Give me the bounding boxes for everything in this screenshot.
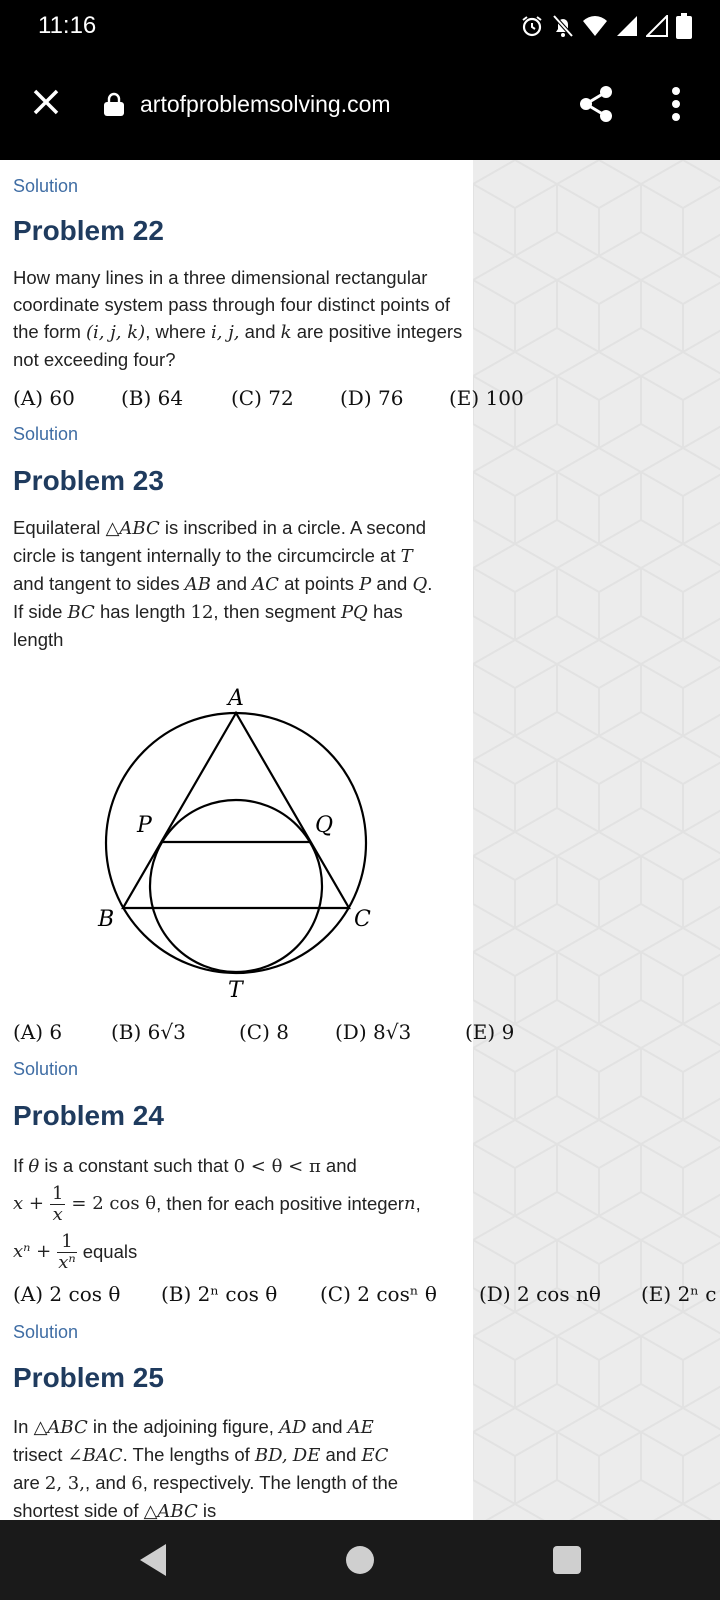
solution-link-24[interactable]: Solution: [13, 1322, 79, 1342]
choice-d: (D) 2 cos nθ: [479, 1282, 601, 1306]
url-bar[interactable]: [104, 86, 391, 122]
home-icon[interactable]: [346, 1546, 374, 1574]
choice-b: (B) 2ⁿ cos θ: [161, 1282, 278, 1306]
label-p: P: [137, 813, 152, 838]
lock-icon: [104, 92, 124, 116]
problem-25-title: Problem 25: [13, 1362, 164, 1393]
choice-b: (B) 6√3: [111, 1020, 186, 1044]
status-bar: [0, 0, 720, 52]
alarm-icon: [520, 14, 544, 38]
problem-23-text: Equilateral △ABC is inscribed in a circle. A second circle is tangent internally to the circumcircle at T and tangent to sides AB and AC at points P and Q. If side BC has length 12, then segment PQ has length: [13, 517, 433, 650]
more-vert-icon: [671, 87, 681, 121]
label-t: T: [228, 978, 243, 1000]
choice-c: (C) 8: [239, 1020, 289, 1044]
choice-e: (E) 2ⁿ c: [641, 1282, 717, 1306]
label-a: A: [228, 686, 244, 711]
hexagon-pattern: [473, 160, 720, 1520]
problem-23-title: Problem 23: [13, 465, 164, 496]
more-options-button[interactable]: [654, 82, 698, 126]
wifi-icon: [582, 15, 608, 37]
inner-circle: [150, 800, 322, 972]
recents-icon[interactable]: [553, 1546, 581, 1574]
solution-link-23[interactable]: Solution: [13, 1059, 79, 1079]
status-time: 11:16: [38, 12, 97, 39]
status-icons: [520, 12, 692, 40]
choice-b: (B) 64: [121, 386, 184, 410]
problem-23-figure: [90, 670, 390, 1000]
problem-22-title: Problem 22: [13, 215, 164, 246]
page-viewport[interactable]: [0, 160, 720, 1520]
label-q: Q: [315, 813, 334, 838]
problem-22-text: How many lines in a three dimensional rectangular coordinate system pass through four distinct points of the form (i, j, k), where i, j, and k are positive integers not exceeding four?: [13, 267, 463, 370]
article: [0, 160, 717, 1520]
url-text: artofproblemsolving.com: [140, 90, 391, 117]
battery-icon: [676, 13, 692, 39]
choice-a: (A) 60: [13, 386, 75, 410]
back-icon[interactable]: [136, 1542, 176, 1578]
choice-e: (E) 9: [465, 1020, 515, 1044]
bell-off-icon: [552, 14, 574, 38]
label-c: C: [354, 907, 371, 932]
choice-a: (A) 6: [13, 1020, 63, 1044]
signal-icon: [646, 15, 668, 37]
close-icon: [32, 88, 60, 116]
problem-24-text: If θ is a constant such that 0 < θ < π and x + $\frac{1}{x}$ = 2 cos θ , then for each positive integer n , xⁿ + $\frac{1}{\text{xⁿ}}$ equals: [13, 1155, 421, 1273]
choice-d: (D) 76: [340, 386, 404, 410]
triangle-abc: [123, 713, 349, 908]
browser-toolbar: [0, 52, 720, 160]
signal-icon: [616, 15, 638, 37]
close-button[interactable]: [24, 80, 68, 124]
share-button[interactable]: [574, 82, 618, 126]
solution-link-21[interactable]: Solution: [13, 176, 79, 196]
choice-c: (C) 72: [231, 386, 294, 410]
previous-choices-clipped: [0, 160, 720, 162]
problem-25-text: In △ABC in the adjoining figure, AD and AE trisect ∠BAC. The lengths of BD, DE and EC are 2, 3,, and 6, respectively. The length of the shortest side of △ABC is: [13, 1416, 399, 1520]
problem-24-title: Problem 24: [13, 1100, 164, 1131]
choice-d: (D) 8√3: [335, 1020, 412, 1044]
solution-link-22[interactable]: Solution: [13, 424, 79, 444]
choice-a: (A) 2 cos θ: [13, 1282, 121, 1306]
choice-c: (C) 2 cosⁿ θ: [320, 1282, 437, 1306]
label-b: B: [98, 907, 115, 932]
background-pattern: [473, 160, 720, 1520]
system-navigation-bar: [0, 1520, 720, 1600]
share-icon: [578, 85, 614, 123]
choice-e: (E) 100: [449, 386, 524, 410]
